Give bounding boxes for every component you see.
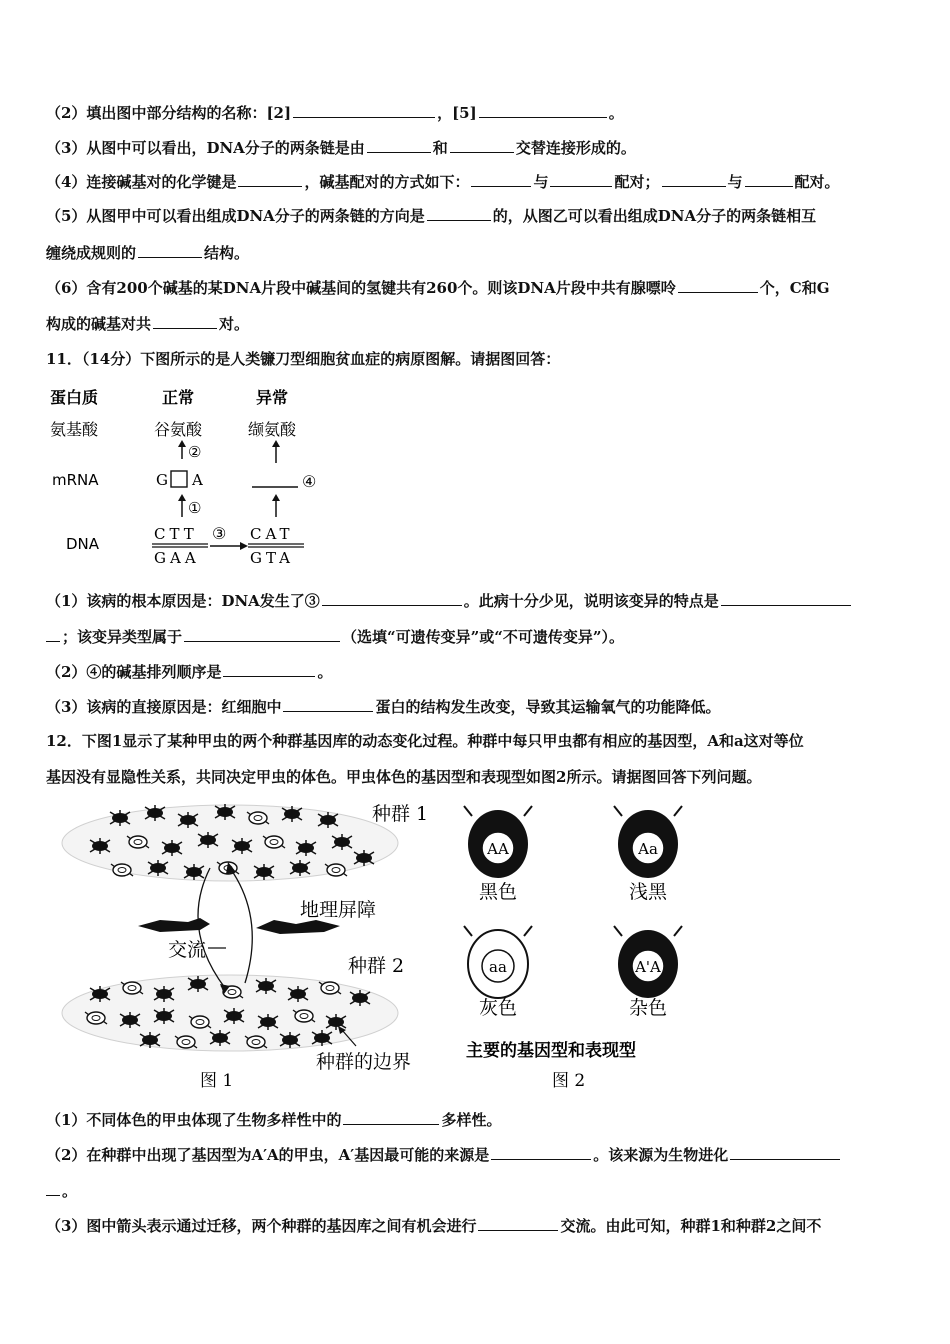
arrow-head-translation-abnormal	[272, 440, 280, 447]
label-circle-4: ④	[302, 472, 317, 491]
q11-part3: （3）该病的直接原因是：红细胞中 蛋白的结构发生改变，导致其运输氧气的功能降低。	[46, 698, 721, 716]
barrier-right	[256, 920, 340, 934]
q10-part4: （4）连接碱基对的化学键是 ，碱基配对的方式如下： 与 配对； 与 配对。	[46, 173, 840, 191]
col-normal-label: 正常	[162, 388, 195, 407]
arrow-head-mutation	[240, 542, 248, 550]
q11-part1-line2: ；该变异类型属于 （选填“可遗传变异”或“不可遗传变异”）。	[46, 627, 624, 647]
q11-part2-blank-sequence[interactable]	[223, 662, 315, 677]
q11-part3-blank-protein[interactable]	[283, 697, 373, 712]
q12-figure-2	[462, 798, 712, 1098]
mrna-base-a: A	[192, 471, 203, 489]
q10-part6-line2: 构成的碱基对共 对。	[46, 315, 250, 333]
col-protein-label: 蛋白质	[50, 388, 99, 407]
q11-diagram	[44, 383, 334, 573]
dna-normal-bottom-strand: GAA	[154, 549, 200, 567]
q10-part4-blank-bond[interactable]	[238, 172, 302, 187]
q12-part1-blank-diversity[interactable]	[343, 1110, 439, 1125]
q11-part2: （2）④的碱基排列顺序是 。	[46, 663, 333, 681]
q12-title-line2: 基因没有显隐性关系，共同决定甲虫的体色。甲虫体色的基因型和表现型如图2所示。请据图回答下列问题。	[46, 768, 762, 786]
barrier-left	[138, 918, 210, 932]
q12-part2-line2: 。	[46, 1181, 77, 1201]
q12-part2: （2）在种群中出现了基因型为A′A的甲虫，A′基因最可能的来源是 。该来源为生物进化	[46, 1145, 842, 1165]
label-circle-1: ①	[188, 499, 202, 517]
mrna-base-g: G	[156, 471, 168, 489]
beetle-mixed-phenotype: 杂色	[628, 997, 668, 1019]
q10-part5-line2: 缠绕成规则的 结构。	[46, 244, 250, 262]
q12-part2-blank-evolution[interactable]	[730, 1145, 840, 1160]
q10-part2-blank-2[interactable]	[293, 103, 435, 118]
q12-part3: （3）图中箭头表示通过迁移，两个种群的基因库之间有机会进行 交流。由此可知，种群1和种群2之间不	[46, 1217, 822, 1235]
dna-abnormal-top-strand: CAT	[250, 525, 294, 543]
label-exchange: 交流	[168, 939, 207, 961]
q10-part3-blank-a[interactable]	[367, 138, 431, 153]
figure-2-caption: 图 2	[552, 1071, 586, 1091]
q11-part1-blank-variation-type[interactable]	[184, 627, 340, 642]
beetle-aa-genotype: AA	[487, 840, 509, 858]
q11-part1-blank-feature-cont[interactable]	[46, 627, 60, 642]
beetle-Aa-genotype: Aa	[638, 840, 658, 858]
q10-part6-blank-cg[interactable]	[153, 314, 217, 329]
q11-part1: （1）该病的根本原因是：DNA发生了③ 。此病十分少见，说明该变异的特点是	[46, 591, 853, 611]
label-circle-3: ③	[212, 524, 227, 543]
row-mrna-label: mRNA	[52, 471, 99, 489]
q10-part6: （6）含有200个碱基的某DNA片段中碱基间的氢键共有260个。则该DNA片段中共有腺嘌呤 个，C和G	[46, 279, 830, 297]
beetle-recessive-phenotype: 灰色	[478, 997, 518, 1019]
q12-part1: （1）不同体色的甲虫体现了生物多样性中的 多样性。	[46, 1111, 502, 1129]
arrow-head-transcription-abnormal	[272, 494, 280, 501]
q10-part4-blank-4[interactable]	[745, 172, 793, 187]
mrna-unknown-box[interactable]	[171, 471, 187, 487]
q10-part4-blank-1[interactable]	[471, 172, 531, 187]
arrow-head-transcription-normal	[178, 494, 186, 501]
migration-arrow-up	[230, 868, 252, 983]
arrow-head-translation-normal	[178, 440, 186, 447]
figure-1-caption: 图 1	[200, 1071, 234, 1091]
q10-part2-text: （2）填出图中部分结构的名称：[2]	[46, 104, 292, 122]
q12-title-line1: 12．下图1显示了某种甲虫的两个种群基因库的动态变化过程。种群中每只甲虫都有相应的基因型，A和a这对等位	[46, 732, 804, 750]
q12-figure-1	[60, 798, 460, 1098]
amino-acid-normal: 谷氨酸	[154, 420, 203, 439]
beetle-aa-phenotype: 黑色	[478, 881, 518, 903]
figure-2-subtitle: 主要的基因型和表现型	[466, 1041, 636, 1061]
beetle-mixed-genotype: A'A	[635, 958, 661, 976]
q11-title: 11．（14分）下图所示的是人类镰刀型细胞贫血症的病原图解。请据图回答：	[46, 350, 561, 368]
q10-part6-blank-adenine[interactable]	[678, 278, 758, 293]
q11-part1-blank-feature[interactable]	[721, 591, 851, 606]
q12-part2-blank-source[interactable]	[491, 1145, 591, 1160]
q10-part4-blank-2[interactable]	[550, 172, 612, 187]
beetle-recessive-genotype: aa	[489, 958, 507, 976]
q10-part3-blank-b[interactable]	[450, 138, 514, 153]
q10-part5: （5）从图甲中可以看出组成DNA分子的两条链的方向是 的，从图乙可以看出组成DNA分子的两条链相互	[46, 207, 817, 225]
q12-part2-blank-evolution-cont[interactable]	[46, 1181, 60, 1196]
q10-part4-blank-3[interactable]	[662, 172, 726, 187]
q10-part5-blank-direction[interactable]	[427, 206, 491, 221]
q10-part5-blank-structure[interactable]	[138, 243, 202, 258]
row-dna-label: DNA	[66, 535, 100, 553]
label-circle-2: ②	[188, 443, 202, 461]
dna-abnormal-bottom-strand: GTA	[250, 549, 294, 567]
label-geographic-barrier: 地理屏障	[300, 899, 377, 921]
q10-part3: （3）从图中可以看出，DNA分子的两条链是由 和 交替连接形成的。	[46, 139, 636, 157]
label-population-boundary: 种群的边界	[316, 1051, 412, 1073]
q12-part3-blank-exchange[interactable]	[478, 1216, 558, 1231]
q11-part1-blank-mutation[interactable]	[322, 591, 462, 606]
label-population-2: 种群 2	[348, 955, 405, 977]
q10-part2: （2）填出图中部分结构的名称：[2] ，[5] 。	[46, 104, 624, 122]
amino-acid-abnormal: 缬氨酸	[248, 420, 297, 439]
label-population-1: 种群 1	[372, 803, 429, 825]
beetle-Aa-phenotype: 浅黑	[628, 881, 668, 903]
col-abnormal-label: 异常	[256, 388, 289, 407]
dna-normal-top-strand: CTT	[154, 525, 198, 543]
row-amino-acid-label: 氨基酸	[50, 420, 99, 439]
q10-part2-blank-5[interactable]	[479, 103, 607, 118]
